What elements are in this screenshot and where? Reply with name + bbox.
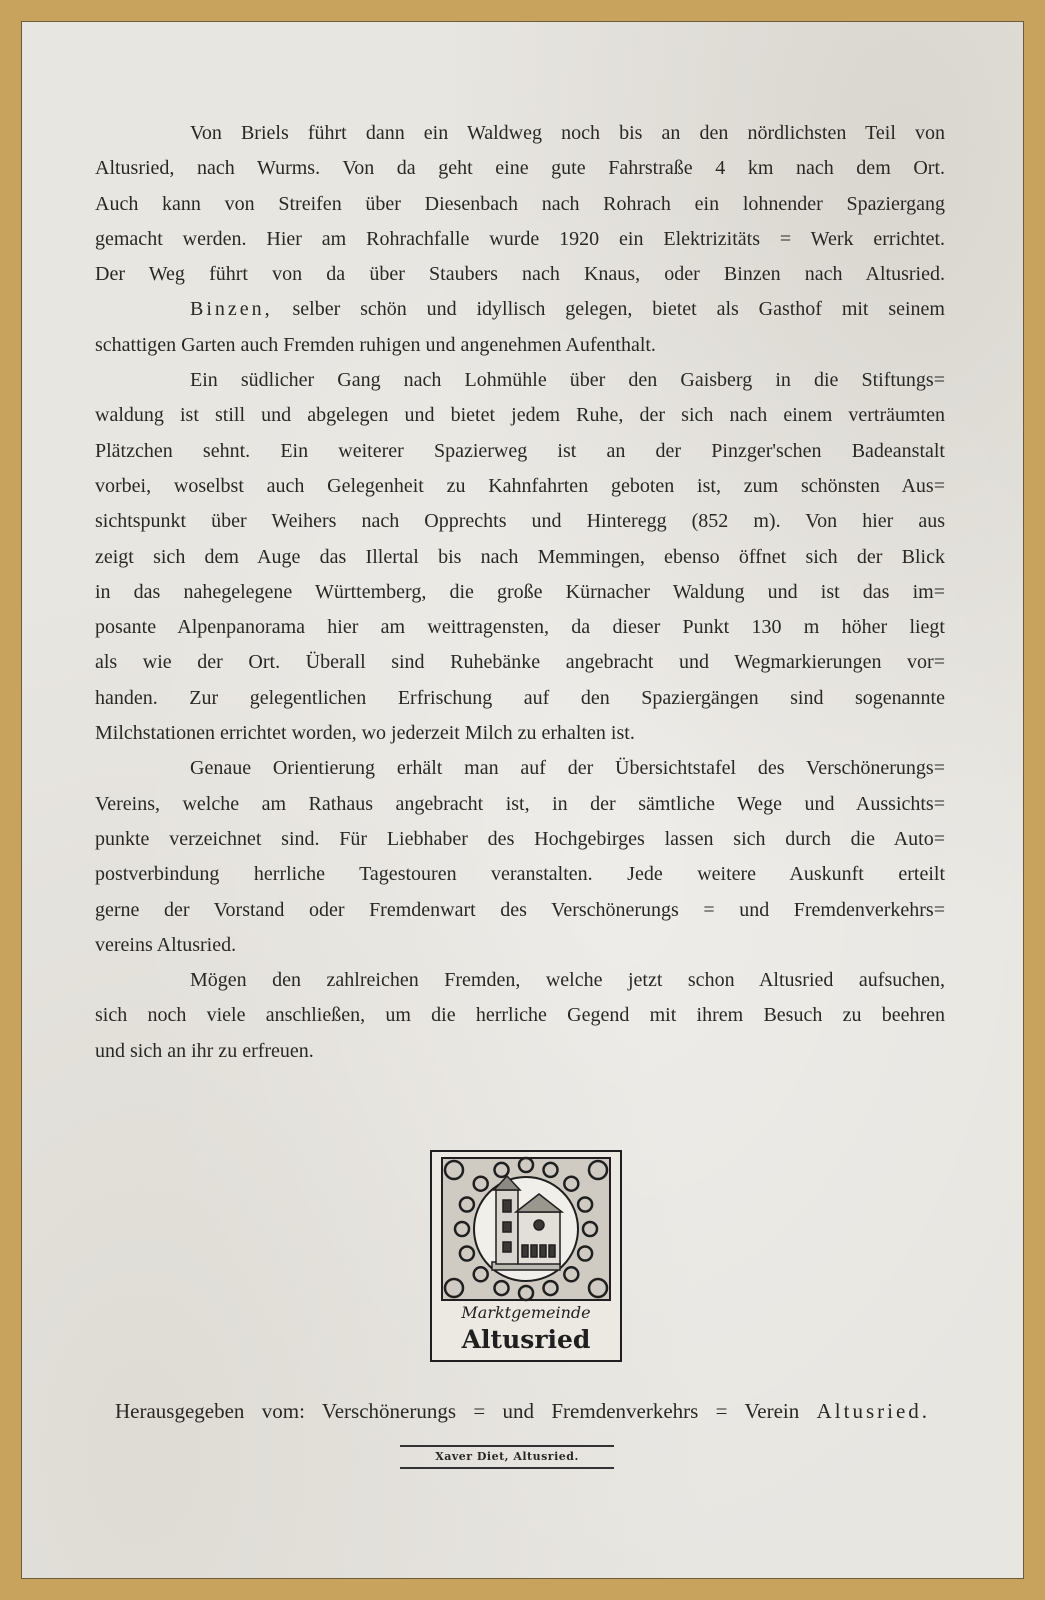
text-line: Ein südlicher Gang nach Lohmühle über den Gaisberg in die Stiftungs= [190, 369, 945, 392]
text-line: in das nahegelegene Württemberg, die große Kürnacher Waldung und ist das im= [95, 580, 945, 603]
text-line: posante Alpenpanorama hier am weittragensten, da dieser Punkt 130 m höher liegt [95, 616, 945, 639]
text-line: Altusried, nach Wurms. Von da geht eine gute Fahrstraße 4 km nach dem Ort. [95, 157, 945, 180]
publisher-line [115, 1396, 930, 1426]
text-line: Genaue Orientierung erhält man auf der Übersichtstafel des Verschönerungs= [190, 757, 945, 780]
spaced-lead-word: Binzen, [190, 298, 273, 321]
text-line: postverbindung herrliche Tagestouren veranstalten. Jede weitere Auskunft erteilt [95, 863, 945, 886]
text-line: Vereins, welche am Rathaus angebracht ist, in der sämtliche Wege und Aussichts= [95, 792, 945, 815]
paragraph [95, 963, 945, 1069]
tower-window [503, 1242, 511, 1252]
text-line: und sich an ihr zu erfreuen. [95, 1039, 314, 1062]
text-line: Milchstationen errichtet worden, wo jederzeit Milch zu erhalten ist. [95, 722, 635, 745]
text-line: Auch kann von Streifen über Diesenbach nach Rohrach ein lohnender Spaziergang [95, 192, 945, 215]
text-line: vorbei, woselbst auch Gelegenheit zu Kahnfahrten geboten ist, zum schönsten Aus= [95, 474, 945, 497]
text-line: punkte verzeichnet sind. Für Liebhaber des Hochgebirges lassen sich durch die Auto= [95, 827, 945, 850]
text-line: schattigen Garten auch Fremden ruhigen und angenehmen Aufenthalt. [95, 333, 656, 356]
tower-window [503, 1200, 511, 1212]
text-line: Mögen den zahlreichen Fremden, welche jetzt schon Altusried aufsuchen, [190, 969, 945, 992]
printer-rule-top [400, 1445, 614, 1447]
paragraph [95, 751, 945, 963]
paragraph [95, 116, 945, 292]
seal-name: Altusried [461, 1325, 591, 1354]
municipal-seal [430, 1150, 622, 1362]
nave-window [540, 1245, 546, 1257]
text-line: gerne der Vorstand oder Fremdenwart des Verschönerungs = und Fremdenverkehrs= [95, 898, 945, 921]
publisher-place: Altusried. [816, 1399, 931, 1423]
tower-window [503, 1222, 511, 1232]
text-line: zeigt sich dem Auge das Illertal bis nach Memmingen, ebenso öffnet sich der Blick [95, 545, 945, 568]
paragraph [95, 363, 945, 751]
text-line: waldung ist still und abgelegen und bietet jedem Ruhe, der sich nach einem verträumten [95, 404, 945, 427]
line-rest: selber schön und idyllisch gelegen, bietet als Gasthof mit seinem [292, 298, 945, 321]
printer-rule-bottom [400, 1467, 614, 1469]
paragraph [95, 292, 945, 363]
seal-top-text: Marktgemeinde [461, 1303, 591, 1322]
text-line: sich noch viele anschließen, um die herrliche Gegend mit ihrem Besuch zu beehren [95, 1004, 945, 1027]
text-line: Von Briels führt dann ein Waldweg noch bis an den nördlichsten Teil von [190, 122, 945, 144]
seal-graphic [430, 1150, 622, 1362]
nave-window [531, 1245, 537, 1257]
nave-window [522, 1245, 528, 1257]
text-line [95, 292, 945, 327]
text-line: sichtspunkt über Weihers nach Opprechts und Hinteregg (852 m). Von hier aus [95, 510, 945, 533]
text-line: vereins Altusried. [95, 933, 237, 956]
nave-window [549, 1245, 555, 1257]
text-line: Der Weg führt von da über Staubers nach Knaus, oder Binzen nach Altusried. [95, 263, 945, 286]
printer-imprint: Xaver Diet, Altusried. [435, 1450, 579, 1463]
text-line: gemacht werden. Hier am Rohrachfalle wurde 1920 ein Elektrizitäts = Werk errichtet. [95, 227, 945, 250]
publisher-text: Herausgegeben vom: Verschönerungs = und Fremdenverkehrs = Verein [115, 1399, 800, 1423]
text-line: handen. Zur gelegentlichen Erfrischung auf den Spaziergängen sind sogenannte [95, 686, 945, 709]
body-text [95, 116, 945, 1069]
text-line: Plätzchen sehnt. Ein weiterer Spazierweg ist an der Pinzger'schen Badeanstalt [95, 439, 945, 462]
rose-window [534, 1220, 544, 1230]
text-line: als wie der Ort. Überall sind Ruhebänke angebracht und Wegmarkierungen vor= [95, 651, 945, 674]
